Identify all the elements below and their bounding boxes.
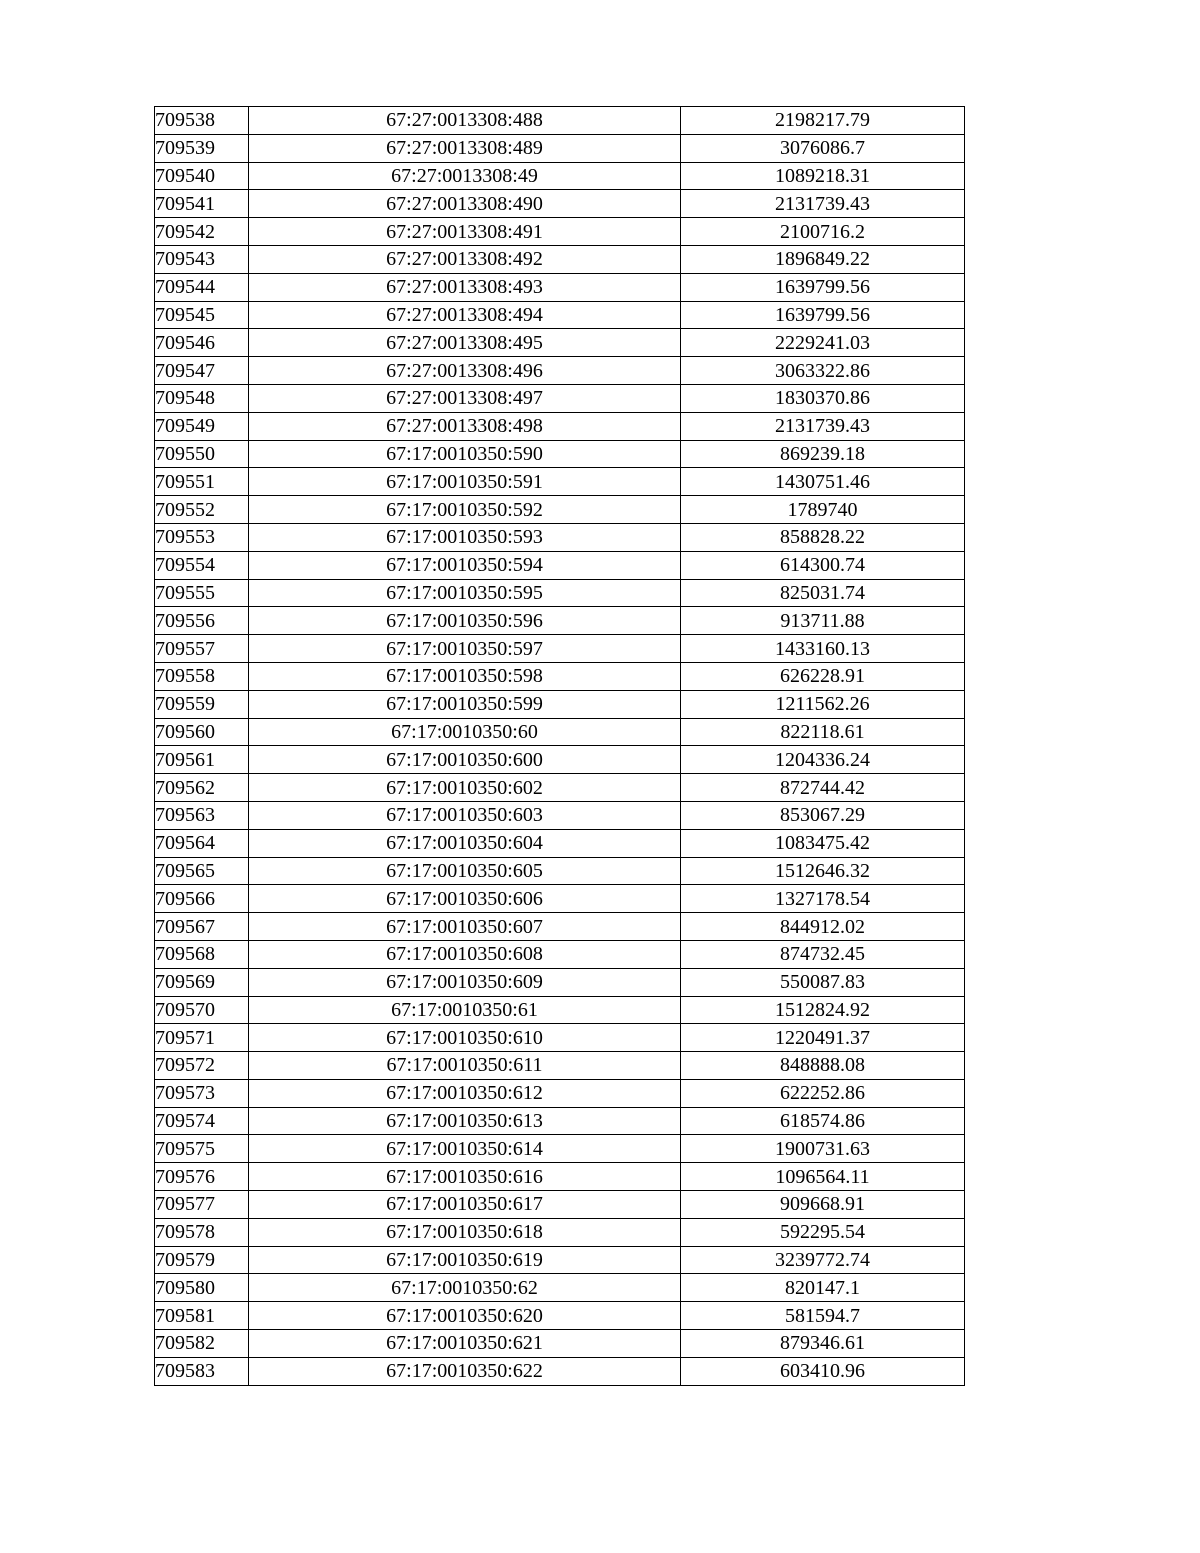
cadastral-value-cell: 825031.74	[681, 579, 965, 607]
table-row	[155, 412, 965, 440]
row-number-cell: 709551	[155, 468, 249, 496]
cadastral-number-cell: 67:27:0013308:49	[249, 162, 681, 190]
table-row	[155, 857, 965, 885]
cadastral-number-cell: 67:17:0010350:608	[249, 940, 681, 968]
cadastral-number-cell: 67:17:0010350:606	[249, 885, 681, 913]
cadastral-value-cell: 1096564.11	[681, 1163, 965, 1191]
cadastral-number-cell: 67:27:0013308:498	[249, 412, 681, 440]
cadastral-number-cell: 67:17:0010350:611	[249, 1052, 681, 1080]
cadastral-value-cell: 879346.61	[681, 1330, 965, 1358]
table-row	[155, 579, 965, 607]
cadastral-number-cell: 67:17:0010350:593	[249, 523, 681, 551]
cadastral-number-cell: 67:27:0013308:490	[249, 190, 681, 218]
cadastral-value-cell: 1789740	[681, 496, 965, 524]
cadastral-number-cell: 67:27:0013308:495	[249, 329, 681, 357]
cadastral-number-cell: 67:17:0010350:616	[249, 1163, 681, 1191]
cadastral-value-cell: 626228.91	[681, 662, 965, 690]
table-row	[155, 774, 965, 802]
row-number-cell: 709549	[155, 412, 249, 440]
cadastral-value-cell: 848888.08	[681, 1052, 965, 1080]
table-row	[155, 329, 965, 357]
cadastral-value-cell: 1327178.54	[681, 885, 965, 913]
cadastral-number-cell: 67:17:0010350:62	[249, 1274, 681, 1302]
cadastral-value-cell: 1220491.37	[681, 1024, 965, 1052]
cadastral-value-cell: 1900731.63	[681, 1135, 965, 1163]
cadastral-number-cell: 67:17:0010350:610	[249, 1024, 681, 1052]
cadastral-number-cell: 67:27:0013308:497	[249, 384, 681, 412]
table-row	[155, 162, 965, 190]
cadastral-number-cell: 67:17:0010350:595	[249, 579, 681, 607]
table-row	[155, 357, 965, 385]
row-number-cell: 709563	[155, 801, 249, 829]
row-number-cell: 709553	[155, 523, 249, 551]
cadastral-number-cell: 67:17:0010350:607	[249, 913, 681, 941]
table-row	[155, 1163, 965, 1191]
table-row	[155, 1191, 965, 1219]
cadastral-value-cell: 1211562.26	[681, 690, 965, 718]
cadastral-value-cell: 2131739.43	[681, 190, 965, 218]
row-number-cell: 709560	[155, 718, 249, 746]
row-number-cell: 709554	[155, 551, 249, 579]
cadastral-value-cell: 592295.54	[681, 1218, 965, 1246]
cadastral-value-cell: 1896849.22	[681, 245, 965, 273]
cadastral-value-cell: 1639799.56	[681, 301, 965, 329]
row-number-cell: 709557	[155, 635, 249, 663]
cadastral-value-cell: 1639799.56	[681, 273, 965, 301]
cadastral-number-cell: 67:17:0010350:612	[249, 1079, 681, 1107]
cadastral-value-cell: 1083475.42	[681, 829, 965, 857]
cadastral-value-cell: 622252.86	[681, 1079, 965, 1107]
cadastral-value-cell: 3063322.86	[681, 357, 965, 385]
row-number-cell: 709574	[155, 1107, 249, 1135]
cadastral-value-cell: 1512646.32	[681, 857, 965, 885]
row-number-cell: 709552	[155, 496, 249, 524]
cadastral-number-cell: 67:17:0010350:597	[249, 635, 681, 663]
table-row	[155, 1052, 965, 1080]
cadastral-number-cell: 67:17:0010350:592	[249, 496, 681, 524]
table-row	[155, 440, 965, 468]
row-number-cell: 709542	[155, 218, 249, 246]
table-row	[155, 190, 965, 218]
table-row	[155, 468, 965, 496]
cadastral-number-cell: 67:27:0013308:491	[249, 218, 681, 246]
cadastral-value-table	[154, 106, 965, 1386]
table-row	[155, 1135, 965, 1163]
row-number-cell: 709567	[155, 913, 249, 941]
row-number-cell: 709582	[155, 1330, 249, 1358]
cadastral-number-cell: 67:17:0010350:60	[249, 718, 681, 746]
row-number-cell: 709577	[155, 1191, 249, 1219]
cadastral-number-cell: 67:17:0010350:619	[249, 1246, 681, 1274]
cadastral-number-cell: 67:27:0013308:488	[249, 107, 681, 135]
cadastral-number-cell: 67:17:0010350:603	[249, 801, 681, 829]
cadastral-value-cell: 820147.1	[681, 1274, 965, 1302]
table-row	[155, 218, 965, 246]
row-number-cell: 709555	[155, 579, 249, 607]
table-row	[155, 829, 965, 857]
cadastral-value-cell: 2131739.43	[681, 412, 965, 440]
cadastral-value-cell: 1830370.86	[681, 384, 965, 412]
table-row	[155, 996, 965, 1024]
table-row	[155, 1330, 965, 1358]
cadastral-number-cell: 67:17:0010350:609	[249, 968, 681, 996]
cadastral-value-cell: 909668.91	[681, 1191, 965, 1219]
cadastral-value-cell: 1433160.13	[681, 635, 965, 663]
table-row	[155, 134, 965, 162]
cadastral-value-cell: 581594.7	[681, 1302, 965, 1330]
cadastral-number-cell: 67:17:0010350:621	[249, 1330, 681, 1358]
cadastral-value-cell: 872744.42	[681, 774, 965, 802]
table-row	[155, 1302, 965, 1330]
row-number-cell: 709568	[155, 940, 249, 968]
row-number-cell: 709581	[155, 1302, 249, 1330]
cadastral-number-cell: 67:17:0010350:614	[249, 1135, 681, 1163]
row-number-cell: 709543	[155, 245, 249, 273]
cadastral-number-cell: 67:17:0010350:599	[249, 690, 681, 718]
cadastral-value-cell: 2100716.2	[681, 218, 965, 246]
cadastral-number-cell: 67:17:0010350:590	[249, 440, 681, 468]
table-row	[155, 273, 965, 301]
cadastral-value-cell: 869239.18	[681, 440, 965, 468]
table-row	[155, 1357, 965, 1385]
row-number-cell: 709540	[155, 162, 249, 190]
cadastral-value-cell: 874732.45	[681, 940, 965, 968]
row-number-cell: 709583	[155, 1357, 249, 1385]
row-number-cell: 709544	[155, 273, 249, 301]
table-row	[155, 690, 965, 718]
cadastral-value-cell: 913711.88	[681, 607, 965, 635]
cadastral-number-cell: 67:27:0013308:493	[249, 273, 681, 301]
table-row	[155, 968, 965, 996]
cadastral-number-cell: 67:17:0010350:600	[249, 746, 681, 774]
cadastral-number-cell: 67:17:0010350:617	[249, 1191, 681, 1219]
row-number-cell: 709545	[155, 301, 249, 329]
cadastral-value-cell: 844912.02	[681, 913, 965, 941]
row-number-cell: 709541	[155, 190, 249, 218]
row-number-cell: 709575	[155, 1135, 249, 1163]
row-number-cell: 709561	[155, 746, 249, 774]
table-row	[155, 551, 965, 579]
row-number-cell: 709571	[155, 1024, 249, 1052]
row-number-cell: 709556	[155, 607, 249, 635]
table-row	[155, 1246, 965, 1274]
table-row	[155, 1274, 965, 1302]
table-row	[155, 885, 965, 913]
table-row	[155, 662, 965, 690]
cadastral-number-cell: 67:17:0010350:594	[249, 551, 681, 579]
table-row	[155, 245, 965, 273]
cadastral-value-cell: 1204336.24	[681, 746, 965, 774]
table-row	[155, 1107, 965, 1135]
cadastral-number-cell: 67:27:0013308:489	[249, 134, 681, 162]
row-number-cell: 709576	[155, 1163, 249, 1191]
cadastral-value-cell: 1089218.31	[681, 162, 965, 190]
cadastral-number-cell: 67:17:0010350:596	[249, 607, 681, 635]
cadastral-value-cell: 3076086.7	[681, 134, 965, 162]
table-row	[155, 718, 965, 746]
row-number-cell: 709558	[155, 662, 249, 690]
row-number-cell: 709570	[155, 996, 249, 1024]
table-row	[155, 801, 965, 829]
table-row	[155, 523, 965, 551]
row-number-cell: 709564	[155, 829, 249, 857]
cadastral-number-cell: 67:17:0010350:598	[249, 662, 681, 690]
table-row	[155, 496, 965, 524]
table-row	[155, 1218, 965, 1246]
cadastral-number-cell: 67:17:0010350:591	[249, 468, 681, 496]
row-number-cell: 709548	[155, 384, 249, 412]
cadastral-value-cell: 3239772.74	[681, 1246, 965, 1274]
cadastral-value-cell: 853067.29	[681, 801, 965, 829]
table-row	[155, 746, 965, 774]
cadastral-value-cell: 1512824.92	[681, 996, 965, 1024]
cadastral-number-cell: 67:27:0013308:496	[249, 357, 681, 385]
cadastral-value-cell: 2198217.79	[681, 107, 965, 135]
row-number-cell: 709569	[155, 968, 249, 996]
cadastral-number-cell: 67:17:0010350:618	[249, 1218, 681, 1246]
cadastral-value-cell: 603410.96	[681, 1357, 965, 1385]
row-number-cell: 709573	[155, 1079, 249, 1107]
cadastral-value-cell: 550087.83	[681, 968, 965, 996]
row-number-cell: 709538	[155, 107, 249, 135]
table-row	[155, 913, 965, 941]
cadastral-value-cell: 1430751.46	[681, 468, 965, 496]
cadastral-number-cell: 67:17:0010350:622	[249, 1357, 681, 1385]
cadastral-value-cell: 2229241.03	[681, 329, 965, 357]
row-number-cell: 709559	[155, 690, 249, 718]
cadastral-value-cell: 822118.61	[681, 718, 965, 746]
table-row	[155, 635, 965, 663]
row-number-cell: 709566	[155, 885, 249, 913]
cadastral-number-cell: 67:17:0010350:604	[249, 829, 681, 857]
cadastral-number-cell: 67:17:0010350:620	[249, 1302, 681, 1330]
cadastral-number-cell: 67:17:0010350:61	[249, 996, 681, 1024]
row-number-cell: 709539	[155, 134, 249, 162]
row-number-cell: 709580	[155, 1274, 249, 1302]
row-number-cell: 709565	[155, 857, 249, 885]
table-row	[155, 1079, 965, 1107]
cadastral-number-cell: 67:17:0010350:605	[249, 857, 681, 885]
cadastral-value-cell: 614300.74	[681, 551, 965, 579]
table-row	[155, 607, 965, 635]
row-number-cell: 709579	[155, 1246, 249, 1274]
table-row	[155, 1024, 965, 1052]
table-row	[155, 940, 965, 968]
table-row	[155, 107, 965, 135]
cadastral-number-cell: 67:17:0010350:613	[249, 1107, 681, 1135]
table-row	[155, 384, 965, 412]
cadastral-number-cell: 67:17:0010350:602	[249, 774, 681, 802]
row-number-cell: 709546	[155, 329, 249, 357]
cadastral-value-cell: 618574.86	[681, 1107, 965, 1135]
row-number-cell: 709578	[155, 1218, 249, 1246]
cadastral-number-cell: 67:27:0013308:494	[249, 301, 681, 329]
row-number-cell: 709550	[155, 440, 249, 468]
row-number-cell: 709562	[155, 774, 249, 802]
table-row	[155, 301, 965, 329]
table-body	[155, 107, 965, 1386]
row-number-cell: 709572	[155, 1052, 249, 1080]
cadastral-number-cell: 67:27:0013308:492	[249, 245, 681, 273]
cadastral-value-cell: 858828.22	[681, 523, 965, 551]
row-number-cell: 709547	[155, 357, 249, 385]
